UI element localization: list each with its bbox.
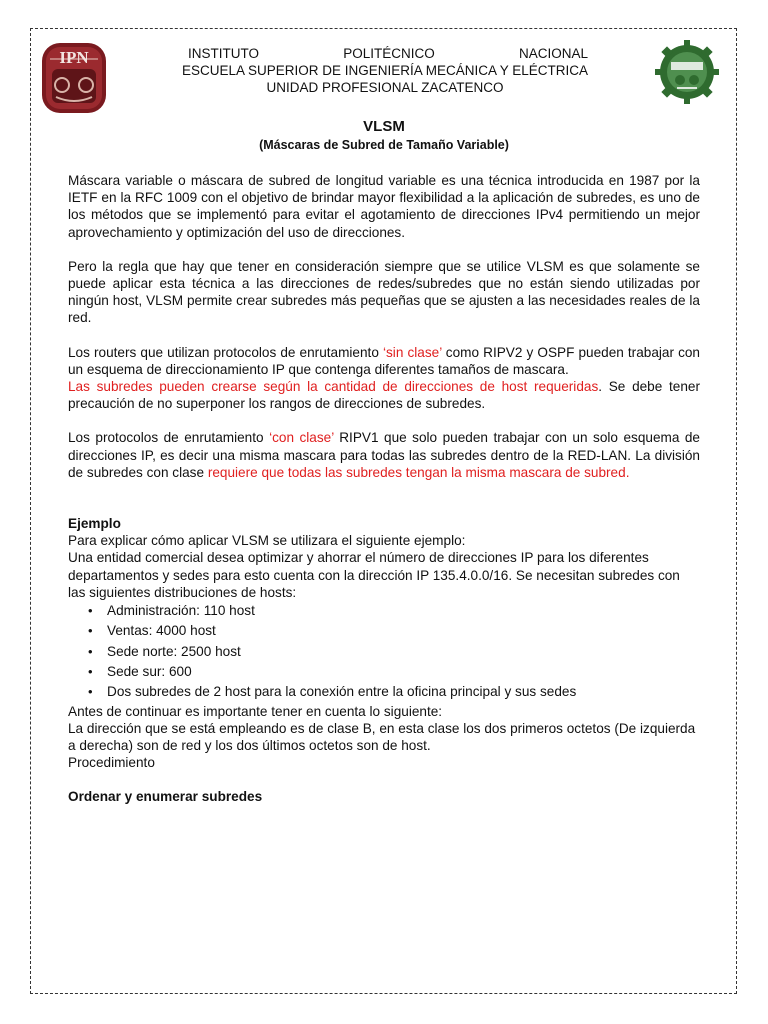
- list-item: • Sede norte: 2500 host: [88, 642, 700, 662]
- example-intro: Para explicar cómo aplicar VLSM se utilizara el siguiente ejemplo:: [68, 533, 466, 549]
- note-intro: Antes de continuar es importante tener en cuenta lo siguiente:: [68, 703, 443, 719]
- esime-logo: [655, 40, 719, 104]
- institution-header: [150, 45, 620, 96]
- paragraph-3b: [68, 378, 700, 412]
- paragraph-3: [68, 344, 700, 378]
- text-run: RIPV1 que solo pueden trabajar con un solo esquema de direcciones IP, es decir una misma mascara para todas las subredes dentro de la RED-LAN. La división de subredes con clase: [68, 430, 700, 480]
- list-item: • Sede sur: 600: [88, 662, 700, 682]
- text-run: .: [625, 464, 630, 480]
- header-word: POLITÉCNICO: [343, 46, 435, 61]
- paragraph-4: [68, 429, 700, 481]
- list-item: • Dos subredes de 2 host para la conexión entre la oficina principal y sus sedes: [88, 682, 700, 702]
- highlight-text: requiere que todas las subredes tengan la misma mascara de subred: [207, 464, 626, 480]
- header-line-2: ESCUELA SUPERIOR DE INGENIERÍA MECÁNICA Y ELÉCTRICA: [181, 63, 589, 78]
- text-run: como RIPV2 y OSPF pueden trabajar con un esquema de direccionamiento IP que contenga diferentes tamaños de mascara.: [68, 344, 700, 377]
- highlight-text: ‘sin clase’: [382, 344, 442, 360]
- header-line-3: UNIDAD PROFESIONAL ZACATENCO: [266, 80, 504, 95]
- host-distribution-list: [68, 601, 700, 702]
- header-word: NACIONAL: [518, 46, 588, 61]
- document-body: [68, 172, 700, 806]
- paragraph-2: Pero la regla que hay que tener en consideración siempre que se utilice VLSM es que solamente se puede aplicar esta técnica a las direcciones de redes/subredes que no están siendo utilizadas por ningún host, VLSM permite crear subredes más pequeñas que se ajusten a las necesidades reales de la red.: [68, 258, 700, 326]
- example-description: Una entidad comercial desea optimizar y ahorrar el número de direcciones IP para los diferentes departamentos y sedes para esto cuenta con la dirección IP 135.4.0.0/16. Se necesitan subredes con las siguientes distribuciones de hosts:: [68, 550, 680, 600]
- text-run: . Se debe tener precaución de no superponer los rangos de direcciones de subredes.: [68, 379, 700, 412]
- text-run: Los routers que utilizan protocolos de enrutamiento: [68, 344, 383, 360]
- ipn-logo: [36, 39, 112, 117]
- list-item: • Administración: 110 host: [88, 601, 700, 621]
- document-title: VLSM: [363, 118, 405, 135]
- example-heading: Ejemplo: [68, 516, 121, 532]
- text-run: Los protocolos de enrutamiento: [68, 430, 270, 446]
- highlight-text: ‘con clase’: [269, 430, 334, 446]
- document-subtitle: (Máscaras de Subred de Tamaño Variable): [259, 138, 509, 152]
- list-item: • Ventas: 4000 host: [88, 621, 700, 641]
- highlight-text: Las subredes pueden crearse según la cantidad de direcciones de host requeridas: [68, 379, 599, 395]
- header-word: INSTITUTO: [188, 46, 260, 61]
- note-text: La dirección que se está empleando es de clase B, en esta clase los dos primeros octetos (De izquierda a derecha) son de red y los dos últimos octetos son de host.: [68, 720, 696, 753]
- svg-text:IPN: IPN: [59, 48, 89, 67]
- paragraph-1: Máscara variable o máscara de subred de longitud variable es una técnica introducida en 1987 por la IETF en la RFC 1009 con el objetivo de brindar mayor flexibilidad a la aplicación de subredes, es uno de los métodos que se implementó para evitar el agotamiento de direcciones IPv4 permitiendo un mejor aprovechamiento y optimización del uso de direcciones.: [68, 173, 700, 240]
- section-heading: Ordenar y enumerar subredes: [68, 789, 263, 805]
- procedure-label: Procedimiento: [68, 755, 155, 771]
- header-line-1: [150, 45, 620, 62]
